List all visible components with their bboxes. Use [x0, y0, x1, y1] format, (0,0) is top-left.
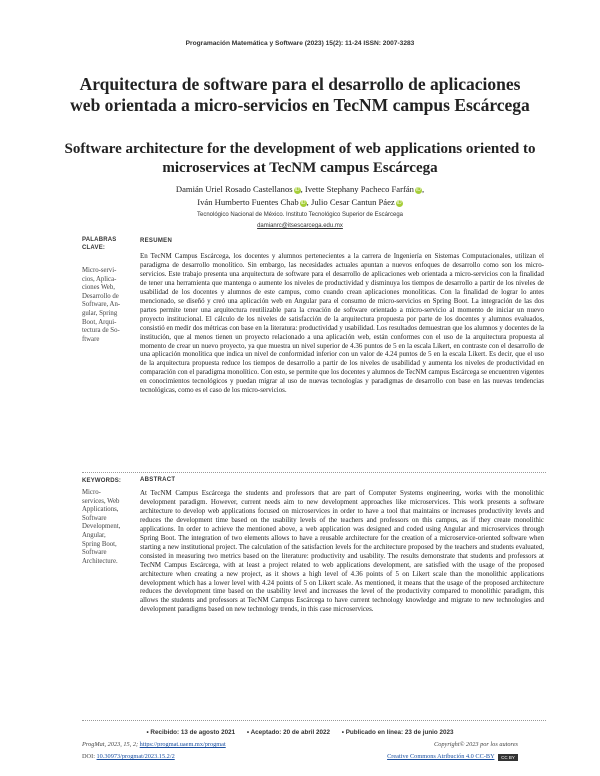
- keyword-line: Boot, Arqui-: [82, 318, 117, 326]
- author-list: Damián Uriel Rosado Castellanos iD, Ivette Stephany Pacheco Farfán iD, Iván Humberto Fuentes Chab iD, Julio Cesar Cantun Páez iD: [175, 184, 425, 207]
- author-name: Damián Uriel Rosado Castellanos: [175, 184, 293, 194]
- keyword-line: ftware: [82, 335, 100, 343]
- keyword-line: tectura de So-: [82, 327, 120, 335]
- keyword-line: services, Web: [82, 497, 120, 505]
- section-divider: [82, 472, 546, 473]
- doi-prefix: DOI:: [82, 753, 95, 760]
- accepted-date: • Aceptado: 20 de abril 2022: [246, 729, 331, 736]
- keyword-line: gular, Spring: [82, 309, 118, 317]
- keyword-line: Applications,: [82, 506, 119, 514]
- affiliation: Tecnológico Nacional de México. Instituto Tecnológico Superior de Escárcega: [196, 212, 403, 218]
- keyword-line: Software, An-: [82, 301, 121, 309]
- received-date: • Recibido: 13 de agosto 2021: [146, 729, 236, 736]
- license-link[interactable]: Creative Commons Atribución 4.0 CC-BY: [387, 753, 495, 760]
- orcid-icon[interactable]: iD: [416, 187, 421, 193]
- cc-by-icon: CC BY: [498, 754, 518, 761]
- orcid-icon[interactable]: iD: [300, 199, 306, 206]
- doi-line: [82, 753, 175, 760]
- keyword-line: Spring Boot,: [82, 540, 117, 548]
- published-date: • Publicado en línea: 23 de junio 2023: [341, 729, 454, 736]
- keywords-en: [82, 489, 140, 566]
- citation-prefix: ProgMat, 2023, 15, 2;: [82, 741, 139, 748]
- publication-dates: [0, 729, 600, 736]
- keyword-line: cios, Aplica-: [82, 275, 117, 283]
- keyword-line: Software: [82, 514, 107, 522]
- email-link[interactable]: damianrc@itsescarcega.edu.mx: [257, 223, 343, 229]
- keyword-line: ciones Web,: [82, 284, 115, 292]
- keyword-line: Micro-servi-: [82, 267, 117, 274]
- keywords-en-label: KEYWORDS:: [82, 478, 122, 484]
- keywords-es: [82, 267, 138, 344]
- keyword-line: Software: [82, 549, 107, 557]
- journal-url-link[interactable]: https://progmat.uaem.mx/progmat: [139, 741, 226, 748]
- copyright-notice: Copyright© 2023 por los autores: [434, 741, 518, 748]
- abstract-text: At TecNM Campus Escárcega the students and professors that are part of Computer Systems engineering, works with the monolithic development paradigm. However, current needs aim to new development approaches like microservices. This work presents a software architecture to develop web applications focused on microservices in order to have a tool that maintains or increases productivity levels and reduces the development time based on the usability levels of the teachers and professors on this campus, as if they create monolithic applications. In order to achieve the mentioned above, a web application was designed and coded using Angular and microservices through Spring Boot. The integration of two elements allows to have a reusable architecture for the creation of a microservice-oriented software when starting a new institutional project. The calculation of the satisfaction levels for the architecture proposed by the teachers and students evaluated, consisted in measuring two metrics based on the literature: productivity and usability. The results demonstrate that students and professors at TecNM Campus Escárcega, with at least a project related to web applications development, are satisfied with the usage of the proposed architecture when creating a new project, as it shows a high level of 4.36 points of 5 on Likert scale than the monolithic applications development which has a lower level with 4.24 points of 5 on Likert scale. As mentioned, it means that the usage of the proposed architecture reduces the development time based on the usability level and increases the level of the productivity compared to monolithic paradigm, this allows the students and professors at TecNM Campus Escárcega to have current technology knowledge and migrate to new technologies and development paradigms based on new technology trends, in this case microservices.: [140, 489, 544, 614]
- keyword-line: Angular,: [82, 531, 106, 539]
- author-name: Julio Cesar Cantun Páez: [310, 196, 395, 207]
- journal-header: Programación Matemática y Software (2023) 15(2): 11-24 ISSN: 2007-3283: [185, 40, 415, 47]
- orcid-icon[interactable]: iD: [294, 187, 300, 193]
- author-name: Iván Humberto Fuentes Chab: [197, 196, 299, 207]
- resumen-label: RESUMEN: [140, 238, 173, 244]
- keyword-line: Architecture.: [82, 557, 118, 565]
- keyword-line: Development,: [82, 523, 121, 531]
- resumen-text: En TecNM Campus Escárcega, los docentes y alumnos pertenecientes a la carrera de Ingeniería en Sistemas Computacionales, utilizan el paradigma de desarrollo monolítico. Sin embargo, las necesidades actuales apuntan a nuevos enfoques de desarrollo como son los micro-servicios. Este trabajo presenta una arquitectura de software para el desarrollo de aplicaciones web orientada a micro-servicios con la finalidad de tener una herramienta que mantenga o aumente los niveles de productividad y disminuya los tiempos de desarrollo a partir de los niveles de usabilidad de los docentes y alumnos de este campus, como cuando crean aplicaciones monolíticas. Con la finalidad de lograr lo antes mencionado, se diseñó y creó una aplicación web en Angular para el consumo de micro-servicios en Spring Boot. La integración de las dos partes permite tener una arquitectura reutilizable para la creación de software orientado a micro-servicio al momento de iniciar un nuevo proyecto institucional. El cálculo de los niveles de satisfacción de la arquitectura propuesta por parte de los docentes y alumnos evaluados, consistió en medir dos métricas con base en la literatura: productividad y usabilidad. Los resultados demuestran que los alumnos y docentes de la institución, que al menos tienen un proyecto relacionado a una aplicación web, están conformes con el uso de la arquitectura propuesta al momento de crear un nuevo proyecto, ya que muestra un nivel superior de 4.36 puntos de 5 en la escala Likert, en contraste con el desarrollo de una aplicación monolítica que indica un nivel de conformidad inferior con un valor de 4.24 puntos de 5 en la escala Likert. Es decir, que el uso de la arquitectura propuesta reduce los tiempos de desarrollo a partir de los niveles de usabilidad y aumenta los niveles de productividad en comparación con el paradigma monolítico. Con esto, se permite que los docentes y alumnos de TecNM campus Escárcega se encuentren vigentes en conocimientos tecnológicos y puedan migrar al uso de nuevas tecnologías y paradigmas de desarrollo con base en las nuevas tendencias tecnológicas, como es el caso de los micro-servicios.: [140, 252, 544, 395]
- title-english: Software architecture for the development of web applications oriented to microservices at TecNM campus Escárcega: [64, 141, 536, 176]
- abstract-label: ABSTRACT: [140, 477, 176, 483]
- title-spanish: Arquitectura de software para el desarrollo de aplicaciones web orientada a micro-servicios en TecNM campus Escárcega: [70, 74, 530, 115]
- keywords-es-label: PALABRAS CLAVE:: [82, 237, 117, 251]
- doi-link[interactable]: 10.30973/progmat/2023.15.2/2: [96, 753, 175, 760]
- license-line: [387, 753, 518, 761]
- keyword-line: Desarrollo de: [82, 292, 119, 300]
- orcid-icon[interactable]: iD: [396, 199, 402, 206]
- footer-divider: [82, 720, 546, 721]
- keyword-line: Micro-: [82, 489, 101, 496]
- author-name: Ivette Stephany Pacheco Farfán: [304, 184, 414, 194]
- citation-line: [82, 741, 226, 748]
